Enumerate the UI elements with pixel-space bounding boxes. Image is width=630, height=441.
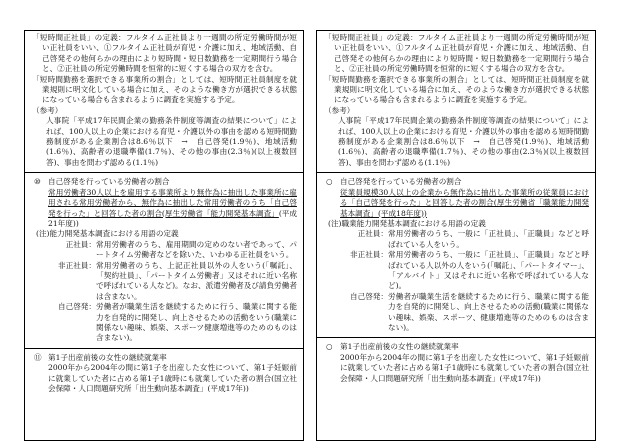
reference-text: 人事院「平成17年民間企業の勤務条件制度等調査の結果について」によれば、100人以上の企業における育児・介護以外の事由を認める短時間勤務制度がある企業割合は8.6％以下 → 自己啓発(1.9％)、地域活動(1.6％)、高齢者の退職準備(1.7％)、その他の事由(2.3％)(以上複数回答)、事由を問わず認める(1.1％) (46, 116, 297, 167)
section-divider (25, 172, 303, 173)
term-row-nonregular (36, 261, 297, 303)
term-row-self-development (328, 292, 589, 334)
section-11 (32, 353, 297, 395)
term-label: 正社員： (65, 239, 96, 249)
section-10 (32, 177, 297, 229)
section-10 (324, 177, 589, 219)
term-row-regular (328, 229, 589, 250)
term-label: 自己啓発： (350, 291, 388, 301)
terms-heading: (注)職業能力開発基本調査における用語の定義 (328, 218, 486, 228)
short-time-survey-note: 「短時間勤務を選択できる事業所の割合」としては、短時間正社員制度を就業規則に明文化している場合に加え、そのような働き方が選択できる状態になっている場合も含まれるように調査を実施する予定。 (324, 74, 589, 105)
section-divider (25, 348, 303, 349)
section-divider (317, 337, 595, 338)
section-body-tail: (平成21年度)) (48, 208, 297, 228)
section-11 (324, 342, 589, 384)
term-row-nonregular (328, 250, 589, 292)
term-definition: 常用労働者のうち、一般に「正社員」、「正職員」などと呼ばれている人をいう。 (388, 229, 589, 249)
section-body: 2000年から2004年の間に第1子を出産した女性について、第1子妊娠前に就業していた者に占める第1子1歳時にも就業していた者の割合(国立社会保障・人口問題研究所「出生動向基本調査」(平成17年)) (48, 363, 297, 393)
short-time-definition: 「短時間正社員」の定義：フルタイム正社員より一週間の所定労働時間が短い正社員をいい、①フルタイム正社員が育児・介護に加え、地域活動、自己啓発その他何らかの理由により短時間・短日数勤務を一定期間行う場合と、②正社員の所定労働時間を恒常的に短くする場合の双方を含む。 (324, 33, 589, 74)
section-body: 常用労働者30人以上を雇用する事業所より無作為に抽出した事業所に雇用される常用労働者から、無作為に抽出した常用労働者のうち「自己啓発を行った」と回答した者の割合(厚生労働省「能力開発基本調査」 (48, 187, 297, 218)
term-definition: 労働者が職業生活を継続するために行う、職業に関する能力を自発的に開発し、向上させるための活動をいう(職業に関係ない趣味、娯楽、スポーツ健康増進等のためのものは含まない)。 (96, 302, 297, 343)
section-title: 第1子出産前後の女性の継続就業率 (48, 352, 167, 362)
short-time-survey-note: 「短時間勤務を選択できる事業所の割合」としては、短時間正社員制度を就業規則に明文化している場合に加え、そのような働き方が選択できる状態になっている場合も含まれるように調査を実施する予定。 (32, 74, 297, 105)
section-number: ⑩ (34, 177, 41, 187)
term-label: 非正社員： (58, 260, 96, 270)
term-label: 正社員： (357, 229, 388, 239)
term-definition: 常用労働者のうち、一般に「正社員」、「正職員」などと呼ばれている人以外の人をいう(「嘱託」、「パートタイマー」、「アルバイト」又はそれに近い名称で呼ばれている人など)。 (388, 250, 589, 291)
term-definition: 常用労働者のうち、上記正社員以外の人をいう(「嘱託」、「契約社員」、「パートタイム労働者」又はそれに近い名称で呼ばれている人など)。なお、派遣労働者及び請負労働者は含まない。 (96, 260, 297, 301)
term-row-self-development (36, 302, 297, 344)
section-title: 第1子出産前後の女性の継続就業率 (340, 342, 459, 352)
reference-label: （参考） (32, 105, 63, 115)
term-definition: 労働者が職業生活を継続するために行う、職業に関する能力を自発的に開発し、向上させるための活動(職業に関係ない趣味、娯楽、スポーツ、健康増進等のためのものは含まない)。 (388, 291, 589, 332)
section-body: 従業員規模30人以上の企業から無作為に抽出した事業所の従業員における「自己啓発を行った」と回答した者の割合(厚生労働省「職業能力開発基本調査」(平成18年度)) (340, 187, 589, 218)
reference-text: 人事院「平成17年民間企業の勤務条件制度等調査の結果について」によれば、100人以上の企業における育児・介護以外の事由を認める短時間勤務制度がある企業割合は8.6％以下 → 自己啓発(1.9％)、地域活動(1.6％)、高齢者の退職準備(1.7％)、その他の事由(2.3％)(以上複数回答)、事由を問わず認める(1.1％) (338, 116, 589, 167)
term-definition: 常用労働者のうち、雇用期間の定めのない者であって、パートタイム労働者などを除いた、いわゆる正社員をいう。 (96, 239, 297, 260)
section-title: 自己啓発を行っている労働者の割合 (340, 177, 462, 187)
section-body: 2000年から2004年の間に第1子を出産した女性について、第1子妊娠前に就業していた者に占める第1子1歳時にも就業していた者の割合(国立社会保障・人口問題研究所「出生動向基本調査」(平成17年)) (340, 352, 589, 383)
reference-label: （参考） (324, 105, 355, 115)
short-time-definition: 「短時間正社員」の定義：フルタイム正社員より一週間の所定労働時間が短い正社員をいい、①フルタイム正社員が育児・介護に加え、地域活動、自己啓発その他何らかの理由により短時間・短日数勤務を一定期間行う場合と、②正社員の所定労働時間を恒常的に短くする場合の双方を含む。 (32, 33, 297, 74)
term-label: 非正社員： (350, 250, 388, 260)
section-number: ⑪ (34, 352, 42, 362)
section-number: ○ (326, 342, 333, 352)
section-divider (317, 172, 595, 173)
section-title: 自己啓発を行っている労働者の割合 (48, 177, 170, 187)
terms-heading: (注)能力開発基本調査における用語の定義 (36, 229, 179, 239)
term-row-regular (36, 240, 297, 261)
term-label: 自己啓発： (58, 302, 96, 312)
left-column (24, 30, 304, 441)
section-number: ○ (326, 177, 333, 187)
right-column (316, 30, 596, 441)
